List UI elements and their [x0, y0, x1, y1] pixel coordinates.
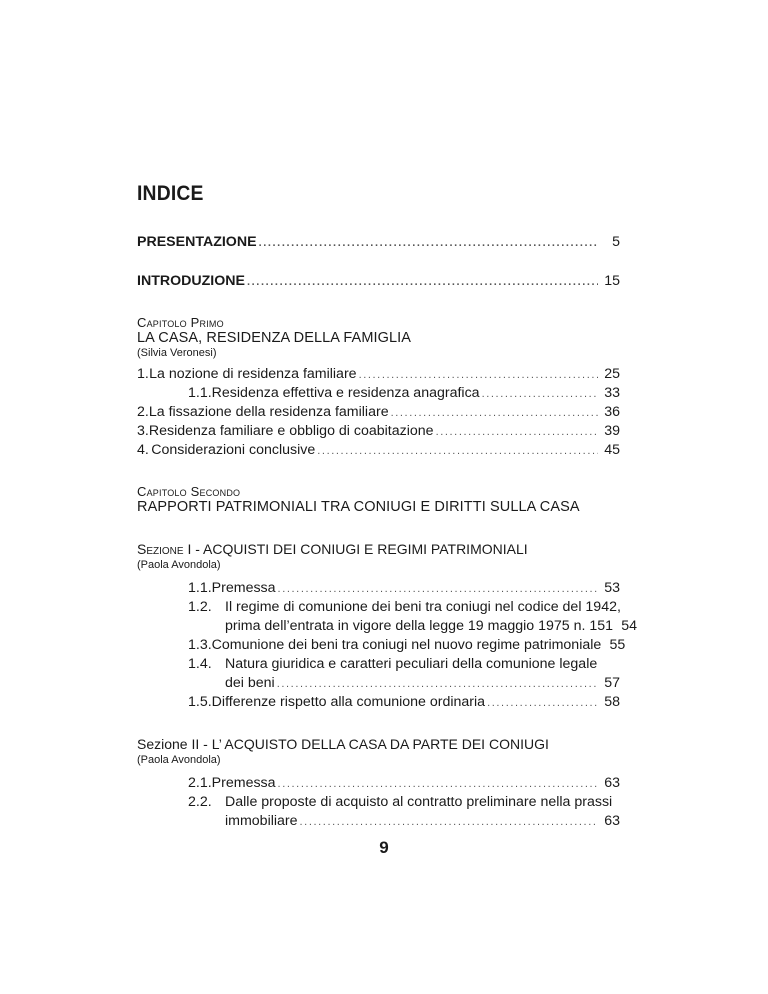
leader-dots [487, 695, 598, 712]
toc-entry-label: La nozione di residenza familiare [149, 366, 357, 382]
toc-entry[interactable] [188, 656, 597, 673]
toc-page-number: 63 [604, 813, 620, 829]
toc-entry-number: 2.2. [188, 794, 212, 810]
toc-entry-label-continued: dei beni [225, 675, 275, 691]
section-title [137, 541, 528, 558]
toc-entry-label: Dalle proposte di acquisto al contratto preliminare nella prassi [225, 794, 613, 810]
toc-entry-label: Il regime di comunione dei beni tra coniugi nel codice del 1942, [225, 599, 621, 615]
page-number: 9 [379, 838, 389, 857]
toc-entry-continued[interactable] [225, 618, 638, 636]
section-label: Sezione II [137, 736, 200, 752]
leader-dots [391, 405, 598, 422]
leader-dots [247, 274, 598, 291]
toc-entry[interactable] [137, 423, 620, 441]
toc-page-number: 5 [612, 234, 620, 250]
toc-entry-presentazione[interactable] [137, 234, 620, 252]
toc-entry-number: 2.1. [188, 775, 212, 791]
toc-entry-label: Residenza effettiva e residenza anagrafica [211, 385, 480, 401]
toc-entry-number: 4. [137, 442, 149, 458]
toc-entry[interactable] [137, 404, 620, 422]
toc-entry-number: 1.4. [188, 656, 212, 672]
section-title [137, 736, 549, 753]
toc-entry[interactable] [137, 366, 620, 384]
section-label: Sezione I [137, 541, 192, 557]
chapter-title: RAPPORTI PATRIMONIALI TRA CONIUGI E DIRITTI SULLA CASA [137, 499, 580, 515]
toc-entry-continued[interactable] [225, 675, 620, 693]
chapter-title: LA CASA, RESIDENZA DELLA FAMIGLIA [137, 330, 412, 346]
toc-entry[interactable] [188, 794, 612, 811]
toc-page-number: 57 [604, 675, 620, 691]
toc-entry-continued[interactable] [225, 813, 620, 831]
toc-entry-number: 1.3. [188, 637, 212, 653]
toc-entry[interactable] [188, 599, 621, 616]
leader-dots [277, 676, 598, 693]
toc-entry-number: 2. [137, 404, 149, 420]
section-author: (Paola Avondola) [137, 754, 221, 766]
toc-entry-number: 1. [137, 366, 149, 382]
toc-entry[interactable] [188, 580, 620, 598]
toc-page-number: 25 [604, 366, 620, 382]
toc-entry-number: 1.2. [188, 599, 212, 615]
chapter-label: Capitolo Secondo [137, 484, 241, 499]
toc-entry-label-continued: prima dell’entrata in vigore della legge 19 maggio 1975 n. 151 [225, 618, 614, 634]
toc-entry-number: 1.5. [188, 694, 212, 710]
chapter-author: (Silvia Veronesi) [137, 347, 217, 359]
leader-dots [482, 386, 598, 403]
toc-entry[interactable] [188, 637, 626, 655]
toc-page-number: 55 [609, 637, 626, 653]
toc-entry-label: Natura giuridica e caratteri peculiari della comunione legale [225, 656, 598, 672]
section-heading: - ACQUISTI DEI CONIUGI E REGIMI PATRIMONIALI [191, 541, 528, 557]
chapter-label: Capitolo Primo [137, 315, 224, 330]
toc-entry[interactable] [188, 385, 620, 403]
toc-entry-label: Considerazioni conclusive [151, 442, 316, 458]
toc-page-number: 39 [604, 423, 620, 439]
toc-page-number: 33 [604, 385, 620, 401]
toc-entry-number: 1.1. [188, 385, 212, 401]
section-heading: - L’ ACQUISTO DELLA CASA DA PARTE DEI CONIUGI [199, 736, 549, 752]
toc-entry-label: Premessa [211, 580, 276, 596]
toc-page-number: 45 [604, 442, 620, 458]
leader-dots [278, 581, 598, 598]
section-author: (Paola Avondola) [137, 559, 221, 571]
toc-entry-label: La fissazione della residenza familiare [148, 404, 389, 420]
toc-entry-label: Residenza familiare e obbligo di coabitazione [148, 423, 434, 439]
leader-dots [436, 424, 598, 441]
leader-dots [278, 776, 598, 793]
toc-entry[interactable] [188, 694, 620, 712]
toc-entry[interactable] [188, 775, 620, 793]
toc-entry-label: Comunione dei beni tra coniugi nel nuovo regime patrimoniale [211, 637, 602, 653]
toc-entry-label: INTRODUZIONE [137, 273, 245, 289]
leader-dots [317, 443, 598, 460]
page-title: INDICE [137, 182, 204, 205]
toc-entry-label: PRESENTAZIONE [137, 234, 257, 250]
toc-page-number: 53 [604, 580, 620, 596]
toc-entry-number: 1.1. [188, 580, 212, 596]
toc-page-number: 54 [621, 618, 638, 634]
toc-page-number: 63 [604, 775, 620, 791]
leader-dots [259, 235, 598, 252]
leader-dots [300, 814, 598, 831]
toc-entry[interactable] [137, 442, 620, 460]
toc-page-number: 36 [604, 404, 620, 420]
toc-entry-label-continued: immobiliare [225, 813, 298, 829]
leader-dots [359, 367, 598, 384]
toc-entry-label: Differenze rispetto alla comunione ordinaria [211, 694, 486, 710]
toc-entry-introduzione[interactable] [137, 273, 620, 291]
toc-page-number: 58 [604, 694, 620, 710]
toc-entry-label: Premessa [211, 775, 276, 791]
toc-page-number: 15 [604, 273, 620, 289]
toc-entry-number: 3. [137, 423, 149, 439]
